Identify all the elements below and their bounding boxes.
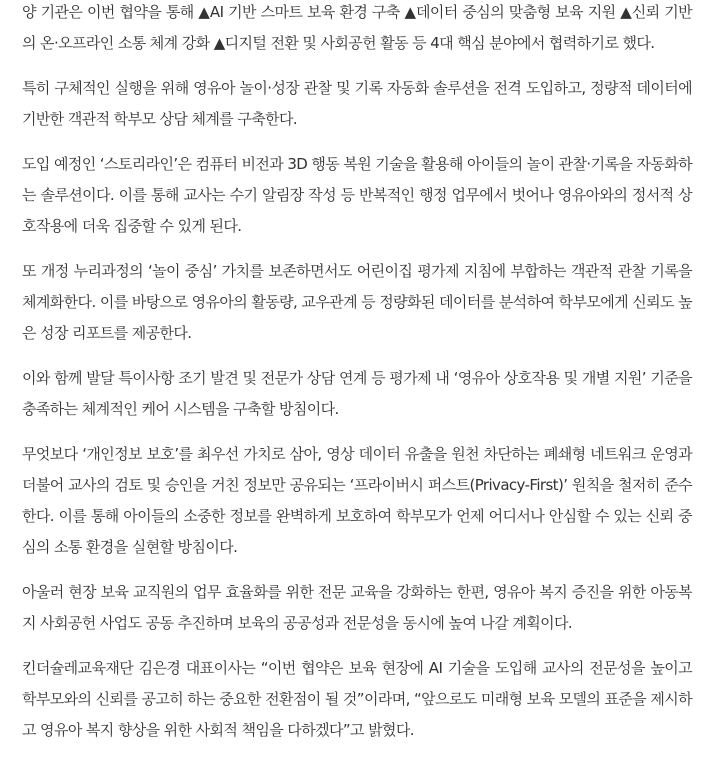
article-paragraph: 또 개정 누리과정의 ‘놀이 중심’ 가치를 보존하면서도 어린이집 평가제 지침에 부합하는 객관적 관찰 기록을 체계화한다. 이를 바탕으로 영유아의 활동량, 교우관계 등 정량화된 데이터를 분석하여 학부모에게 신뢰도 높은 성장 리포트를 제공한다. [22,262,692,342]
article-paragraph: 무엇보다 ‘개인정보 보호’를 최우선 가치로 삼아, 영상 데이터 유출을 원천 차단하는 폐쇄형 네트워크 운영과 더불어 교사의 검토 및 승인을 거친 정보만 공유되는 ‘프라이버시 퍼스트(Privacy-First)’ 원칙을 철저히 준수한다. 이를 통해 아이들의 소중한 정보를 완벽하게 보호하여 학부모가 언제 어디서나 안심할 수 있는 신뢰 중심의 소통 환경을 실현할 방침이다. [22,445,692,556]
article-paragraph: 양 기관은 이번 협약을 통해 ▲AI 기반 스마트 보육 환경 구축 ▲데이터 중심의 맞춤형 보육 지원 ▲신뢰 기반의 온·오프라인 소통 체계 강화 ▲디지털 전환 및 사회공헌 활동 등 4대 핵심 분야에서 협력하기로 했다. [22,3,692,52]
article-paragraph: 이와 함께 발달 특이사항 조기 발견 및 전문가 상담 연계 등 평가제 내 ‘영유아 상호작용 및 개별 지원’ 기준을 충족하는 체계적인 케어 시스템을 구축할 방침이다. [22,369,692,418]
article-paragraph: 킨더슐레교육재단 김은경 대표이사는 “이번 협약은 보육 현장에 AI 기술을 도입해 교사의 전문성을 높이고 학부모와의 신뢰를 공고히 하는 중요한 전환점이 될 것”이라며, “앞으로도 미래형 보육 모델의 표준을 제시하고 영유아 복지 향상을 위한 사회적 책임을 다하겠다”고 밝혔다. [22,659,692,739]
article-paragraph: 특히 구체적인 실행을 위해 영유아 놀이·성장 관찰 및 기록 자동화 솔루션을 전격 도입하고, 정량적 데이터에 기반한 객관적 학부모 상담 체계를 구축한다. [22,79,692,128]
article-paragraph: 도입 예정인 ‘스토리라인’은 컴퓨터 비전과 3D 행동 복원 기술을 활용해 아이들의 놀이 관찰·기록을 자동화하는 솔루션이다. 이를 통해 교사는 수기 알림장 작성 등 반복적인 행정 업무에서 벗어나 영유아와의 정서적 상호작용에 더욱 집중할 수 있게 된다. [22,155,692,235]
article-paragraph: 아울러 현장 보육 교직원의 업무 효율화를 위한 전문 교육을 강화하는 한편, 영유아 복지 증진을 위한 아동복지 사회공헌 사업도 공동 추진하며 보육의 공공성과 전문성을 동시에 높여 나갈 계획이다. [22,583,692,632]
